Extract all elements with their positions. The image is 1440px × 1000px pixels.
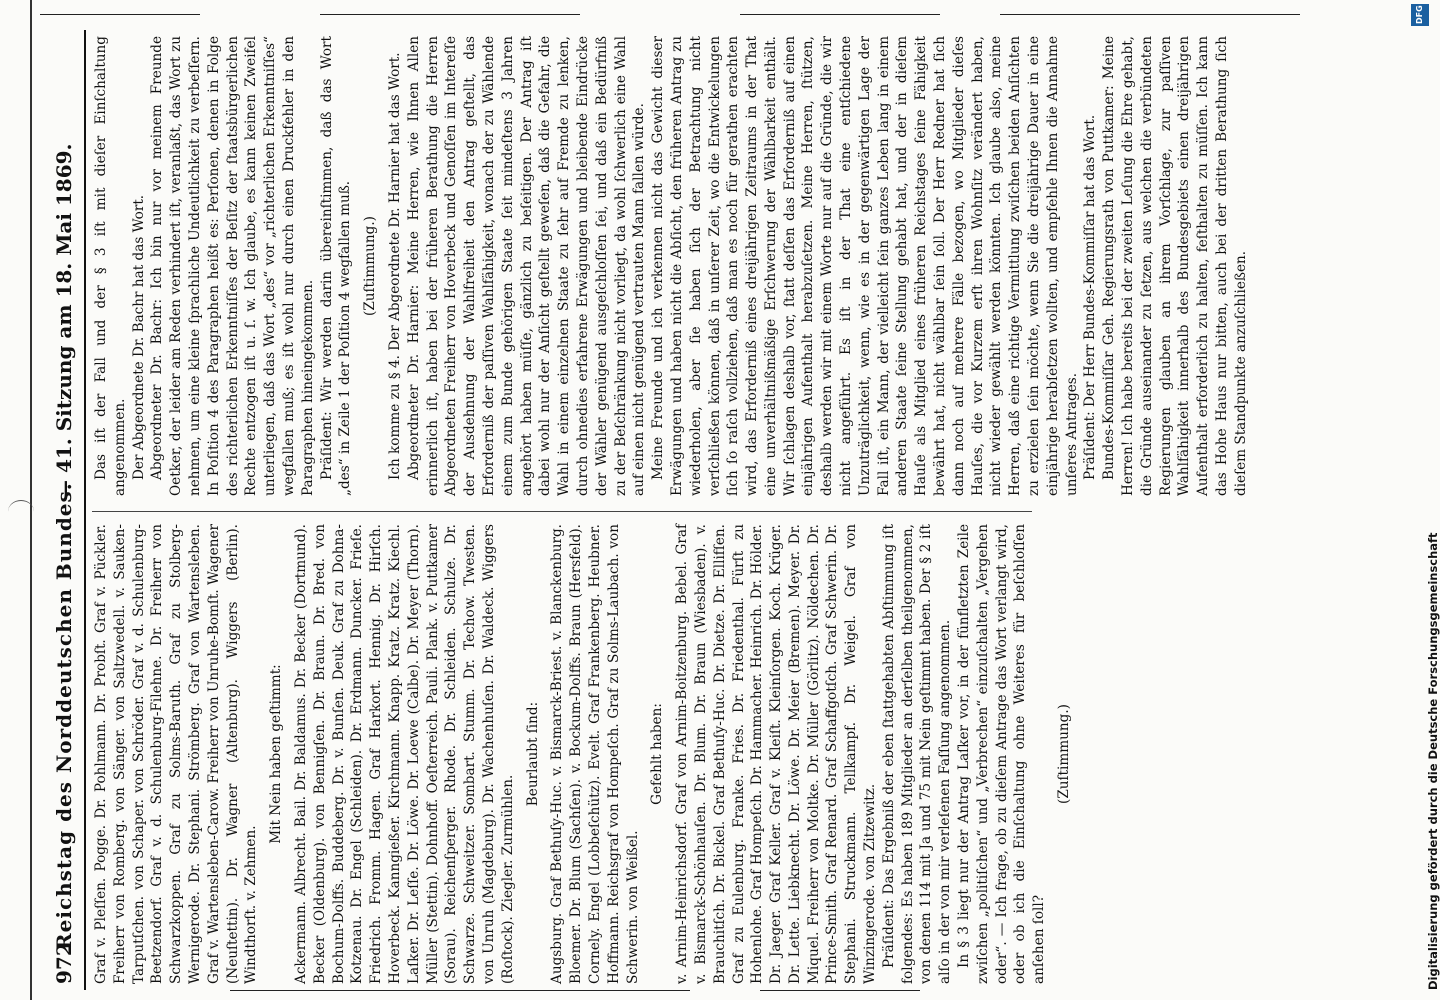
scan-mark: [1000, 14, 1300, 15]
vote-yes-list: Graf v. Pleſſen. Pogge. Dr. Pohlmann. Dr. Probſt. Graf v. Pückler. Freiherr von Romberg. von Sänger. von Saltzwedell. v. Sauken-Tarputſchen. von Schaper. von Schröder. Graf v. d. Schulenburg-Beetzendorf. Graf v. d. Schulenburg-Filehne. Dr. Freiherr von Schwarzkoppen. Graf zu Solms-Baruth. Graf zu Stolberg-Wernigerode. Dr. Stephani. Strömberg. Graf von Wartensleben. Graf v. Wartensleben-Carow. Freiherr von Unruhe-Bomſt. Wagener (Neuſtettin). Dr. Wagner (Altenburg). Wiggers (Berlin). Windthorſt. v. Zehmen.: [93, 524, 260, 984]
speech-harnier-1: Abgeordneter Dr. Harnier: Meine Herren, wie Ihnen Allen erinnerlich iſt, haben bei der früheren Berathung die Herren Abgeordneten Freiherr von Hoverbeck und Genoſſen im Intereſſe der Ausdehnung der Wahlfreiheit den Antrag geſtellt, das Erforderniß der paſſiven Wahlfähigkeit, wonach der zu Wählende einem zum Bunde gehörigen Staate ſeit mindeſtens 3 Jahren angehört haben müſſe, gänzlich zu beſeitigen. Der Antrag iſt dabei wohl nur der Anſicht geſtellt geweſen, daß die Gefahr, die Wahl in einem einzelnen Staate zu ſehr auf Fremde zu lenken, durch ohnedies erfahrene Erwägungen und bleibende Eindrücke der Wähler genügend ausgeſchloſſen ſei, und daß ein Bedürfniß zu der Beſchränkung nicht vorliegt, da wohl ſchwerlich eine Wahl auf einen nicht genügend vertrauten Mann fallen würde.: [405, 36, 648, 496]
assent-note: (Zuſtimmung.): [1056, 704, 1073, 804]
president-remark: Präſident: Wir werden darin übereinſtimmen, daß das Wort „des“ in Zeile 1 der Poſition 4 wegfallen muß.: [318, 36, 354, 496]
page-left-edge: [30, 0, 32, 1000]
heading-voted-no: Mit Nein haben geſtimmt:: [268, 664, 285, 844]
section-4-announcement: Ich komme zu § 4. Der Abgeordnete Dr. Harnier hat das Wort.: [386, 52, 403, 480]
edge-scratch-mark: [8, 500, 34, 523]
column-divider: [92, 511, 1032, 512]
left-column: [92, 524, 1080, 984]
scan-mark: [230, 990, 690, 991]
assent-note: (Zuſtimmung.): [362, 216, 379, 316]
scan-mark: [760, 990, 920, 991]
speech-puttkamer: Bundes-Kommiſſar Geh. Regierungsrath von Puttkamer: Meine Herren! Ich habe bereits bei der zweiten Leſung die Ehre gehabt, die Gründe auseinander zu ſetzen, aus welchen die verbündeten Regierungen glauben an ihrem Vorſchlage, zur paſſiven Wahlfähigkeit innerhalb des Bundesgebiets einen dreijährigen Aufenthalt erforderlich zu halten, feſthalten zu müſſen. Ich kann das Hohe Haus nur bitten, auch bei der dritten Berathung ſich dieſem Standpunkte anzuſchließen.: [1101, 36, 1249, 496]
speech-harnier-2: Meine Freunde und ich verkennen nicht das Gewicht dieser Erwägungen und haben nicht die Abſicht, den früheren Antrag zu wiederholen, aber ſie haben ſich der Betrachtung nicht verſchließen können, daß in unſerer Zeit, wo die Entwickelungen ſich ſo raſch vollziehen, daß man es noch für gerathen erachten wird, das Erforderniß eines dreijährigen Zeitraums in der That eine unverhältnißmäßige Erſchwerung der Wählbarkeit enthält. Wir ſchlagen deshalb vor, ſtatt deſſen das Erforderniß auf einen einjährigen Aufenthalt herabzuſetzen. Meine Herren, ſtützen, deshalb werden wir mit einem Worte nur auf die Gründe, die wir nicht angeführt. Es iſt in der That eine entſchiedene Unzuträglichkeit, wenn, wie es in der gegenwärtigen Lage der Fall iſt, ein Mann, der vielleicht ſein ganzes Leben lang in einem anderen Staate ſeine Stellung gehabt hat, und der in dieſem Hauſe als Mitglied eines früheren Reichstages ſeine Fähigkeit bewährt hat, nicht wählbar ſein ſoll. Der Herr Redner hat ſich dann noch auf mehrere Fälle bezogen, wo Mitglieder dieſes Hauſes, die vor Kurzem erſt ihren Wohnſitz verändert haben, nicht wieder gewählt werden könnten. Ich glaube also, meine Herren, daß eine richtige Vermittlung zwiſchen beiden Anſichten zu erzielen ſein möchte, wenn Sie die dreijährige Dauer in eine einjährige herabſetzen wollten, und empfehle Ihnen die Annahme unſeres Antrages.: [650, 36, 1080, 496]
left-page-number: 972: [52, 942, 76, 984]
right-running-title: — 41. Sitzung am 18. Mai 1869.: [52, 143, 76, 500]
absent-list: v. Arnim-Heinrichsdorf. Graf von Arnim-Boitzenburg. Bebel. Graf v. Bismarck-Schönhauſen. Dr. Blum. Dr. Braun (Wiesbaden). v. Brauchitſch. Dr. Bickel. Graf Bethuſy-Huc. Dr. Dietze. Dr. Ellifſen. Graf zu Eulenburg. Franke. Fries. Dr. Friedenthal. Fürſt zu Hohenlohe. Graf Hompeſch. Dr. Hammacher. Heinrich. Dr. Hölder. Dr. Jaeger. Graf Keller. Graf v. Kleiſt. Kleinſorgen. Koch. Krüger. Dr. Lette. Liebknecht. Dr. Löwe. Dr. Meier (Bremen). Meyer. Dr. Miquel. Freiherr von Moltke. Dr. Müller (Görlitz). Nöldechen. Dr. Prince-Smith. Graf Renard. Graf Schaffgotſch. Graf Schwerin. Dr. Stephani. Struckmann. Tellkampf. Dr. Weigel. Graf von Winzingerode. von Zitzewitz.: [674, 524, 879, 984]
section-3-adopted-paragraph: Das iſt der Fall und der § 3 iſt mit dieſer Einſchaltung angenommen.: [93, 36, 128, 496]
scan-mark: [740, 14, 940, 15]
speech-bachr: Abgeordneter Dr. Bachr: Ich bin nur vor meinem Freunde Oetker, der leider am Reden verhindert iſt, veranlaßt, das Wort zu nehmen, um eine kleine ſprachliche Undeutlichkeit zu verbeſſern. In Poſition 4 des Paragraphen heißt es: Perſonen, denen in Folge des richterlichen Erkenntniſſes der Beſitz der ſtaatsbürgerlichen Rechte entzogen iſt u. ſ. w. Ich glaube, es kann keinen Zweifel unterliegen, daß das Wort „des“ vor „richterlichen Erkenntniſſes“ wegfallen muß; es iſt wohl nur durch einen Druckfehler in den Paragraphen hineingekommen.: [149, 36, 316, 496]
rotated-page: [34, 30, 1429, 990]
president-result-paragraph: Präſident: Das Ergebniß der eben ſtattgehabten Abſtimmung iſt folgendes: Es haben 189 Mitglieder an derſelben theilgenommen, von denen 114 mit Ja und 75 mit Nein geſtimmt haben. Der § 2 iſt alſo in der von mir verleſenen Faſſung angenommen.: [880, 524, 954, 984]
vote-no-list: Ackermann. Albrecht. Bail. Dr. Baldamus. Dr. Becker (Dortmund). Becker (Oldenburg). von Bennigſen. Dr. Braun. Dr. Bred. von Bochum-Dolffs. Buddeberg. Dr. v. Bunſen. Deuk. Graf zu Dohna-Kotzenau. Dr. Engel (Schleiden). Dr. Erdmann. Duncker. Frieſe. Friedrich. Fromm. Hagen. Graf Harkort. Hennig. Dr. Hirſch. Hoverbeck. Kanngießer. Kirchmann. Knapp. Kratz. Kratz. Kiechl. Laſker. Dr. Leſſe. Dr. Löwe. Dr. Loewe (Calbe). Dr. Meyer (Thorn). Müller (Stettin). Dohnhoff. Oeſterreich. Pauli. Plank. v. Puttkamer (Sorau). Reichenſperger. Rhode. Dr. Schleiden. Schulze. Dr. Schwarze. Schweitzer. Sombart. Stumm. Dr. Techow. Twesten. von Unruh (Magdeburg). Dr. Wachenhuſen. Dr. Waldeck. Wiggers (Roſtock). Ziegler. Zurmühlen.: [292, 524, 516, 984]
right-column: [92, 36, 1251, 496]
scan-mark: [40, 14, 200, 15]
dfg-logo-icon: DFG: [1411, 4, 1429, 26]
heading-on-leave: Beurlaubt ſind:: [524, 701, 541, 807]
page-header: [46, 30, 86, 990]
section-3-paragraph: In § 3 liegt nur der Antrag Laſker vor, in der fünfletzten Zeile zwiſchen „politiſchen“ und „Verbrechen“ einzuſchalten „Vergehen oder“. — Ich frage, ob zu dieſem Antrage das Wort verlangt wird, oder ob ich die Einſchaltung ohne Weiteres für beſchloſſen anſehen ſoll?: [956, 524, 1048, 984]
president-announcement: Präſident: Der Herr Bundes-Kommiſſar hat das Wort.: [1082, 114, 1099, 480]
on-leave-list: Augsburg. Graf Bethuſy-Huc. v. Bismarck-Briest. v. Blanckenburg. Bloemer. Dr. Blum (Sachſen). v. Bockum-Dolffs. Braun (Hersfeld). Cornely. Engel (Lobbeſchütz). Evelt. Graf Frankenberg. Heubner. Hoffmann. Reichsgraf von Hompeſch. Graf zu Solms-Laubach. von Schwerin. von Weißel.: [549, 524, 641, 984]
scan-mark: [320, 14, 580, 15]
heading-absent: Gefehlt haben:: [649, 703, 666, 805]
left-running-title: Reichstag des Norddeutschen Bundes.: [52, 482, 76, 950]
dfg-credit-text: Digitalisierung gefördert durch die Deutsche Forschungsgemeinschaft: [1426, 532, 1440, 990]
speaker-announcement: Der Abgeordnete Dr. Bachr hat das Wort.: [130, 194, 147, 480]
